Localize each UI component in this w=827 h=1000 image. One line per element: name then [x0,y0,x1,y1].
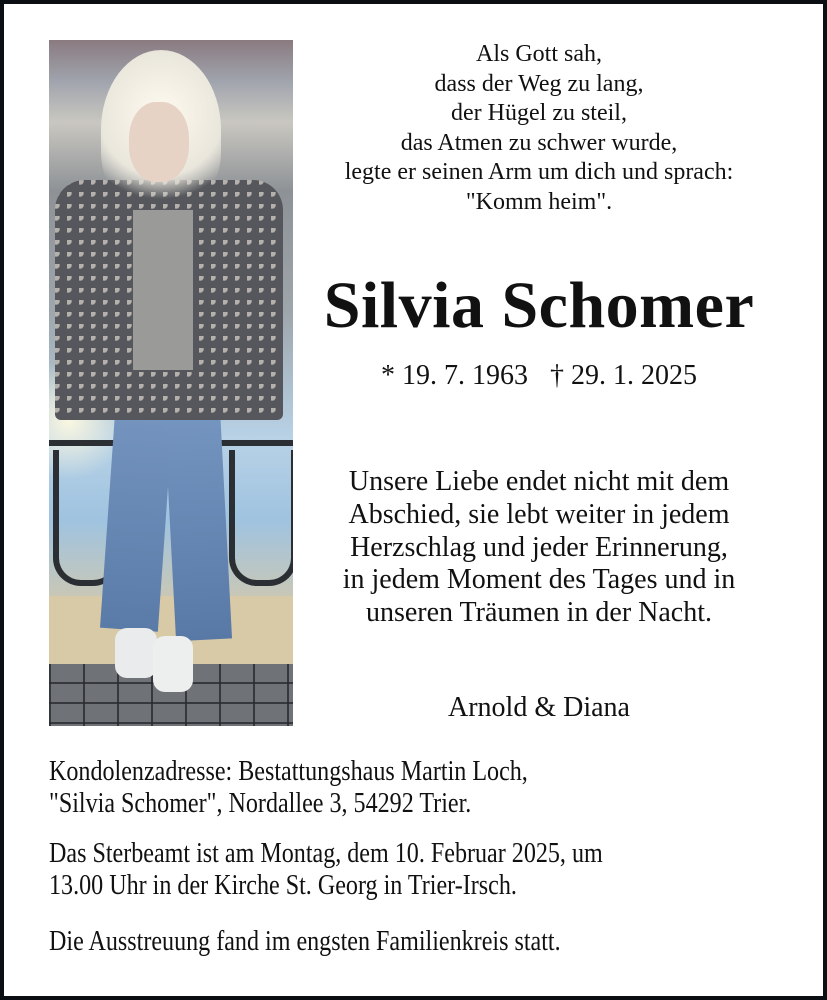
scattering-note: Die Ausstreuung fand im engsten Familienkreis statt. [49,926,561,957]
verse-line: in jedem Moment des Tages und in [342,564,736,596]
railing-arch [229,450,293,586]
poem-line: legte er seinen Arm um dich und sprach: [344,159,734,185]
verse-line: Unsere Liebe endet nicht mit dem [348,466,730,497]
funeral-service-info [49,838,703,902]
poem-line: Als Gott sah, [476,41,602,67]
mourners-signoff: Arnold & Diana [448,692,630,723]
shirt [133,210,193,370]
poem-line: dass der Weg zu lang, [434,70,644,97]
birth-date: * 19. 7. 1963 [381,360,528,391]
condolence-line: Kondolenzadresse: Bestattungshaus Martin Loch, [49,756,528,787]
service-line: 13.00 Uhr in der Kirche St. Georg in Trier-Irsch. [49,870,517,901]
poem-line: das Atmen zu schwer wurde, [400,129,678,156]
verse-line: Abschied, sie lebt weiter in jedem [348,498,730,530]
portrait-photo [49,40,293,726]
deceased-name: Silvia Schomer [323,269,755,342]
face [129,102,189,182]
verse-line: Herzschlag und jeder Erinnerung, [350,531,728,563]
sneaker-left [115,628,157,678]
verse-line: unseren Träumen in der Nacht. [365,597,713,629]
service-line: Das Sterbeamt ist am Montag, dem 10. Februar 2025, um [49,838,603,869]
condolence-address [49,756,703,820]
life-dates [304,358,774,394]
sneaker-right [153,636,193,692]
death-date: † 29. 1. 2025 [550,360,697,391]
poem [304,40,774,217]
memorial-verse [304,466,774,630]
poem-line: der Hügel zu steil, [451,100,627,126]
condolence-line: "Silvia Schomer", Nordallee 3, 54292 Trier. [49,788,472,819]
poem-line: "Komm heim". [465,188,613,215]
